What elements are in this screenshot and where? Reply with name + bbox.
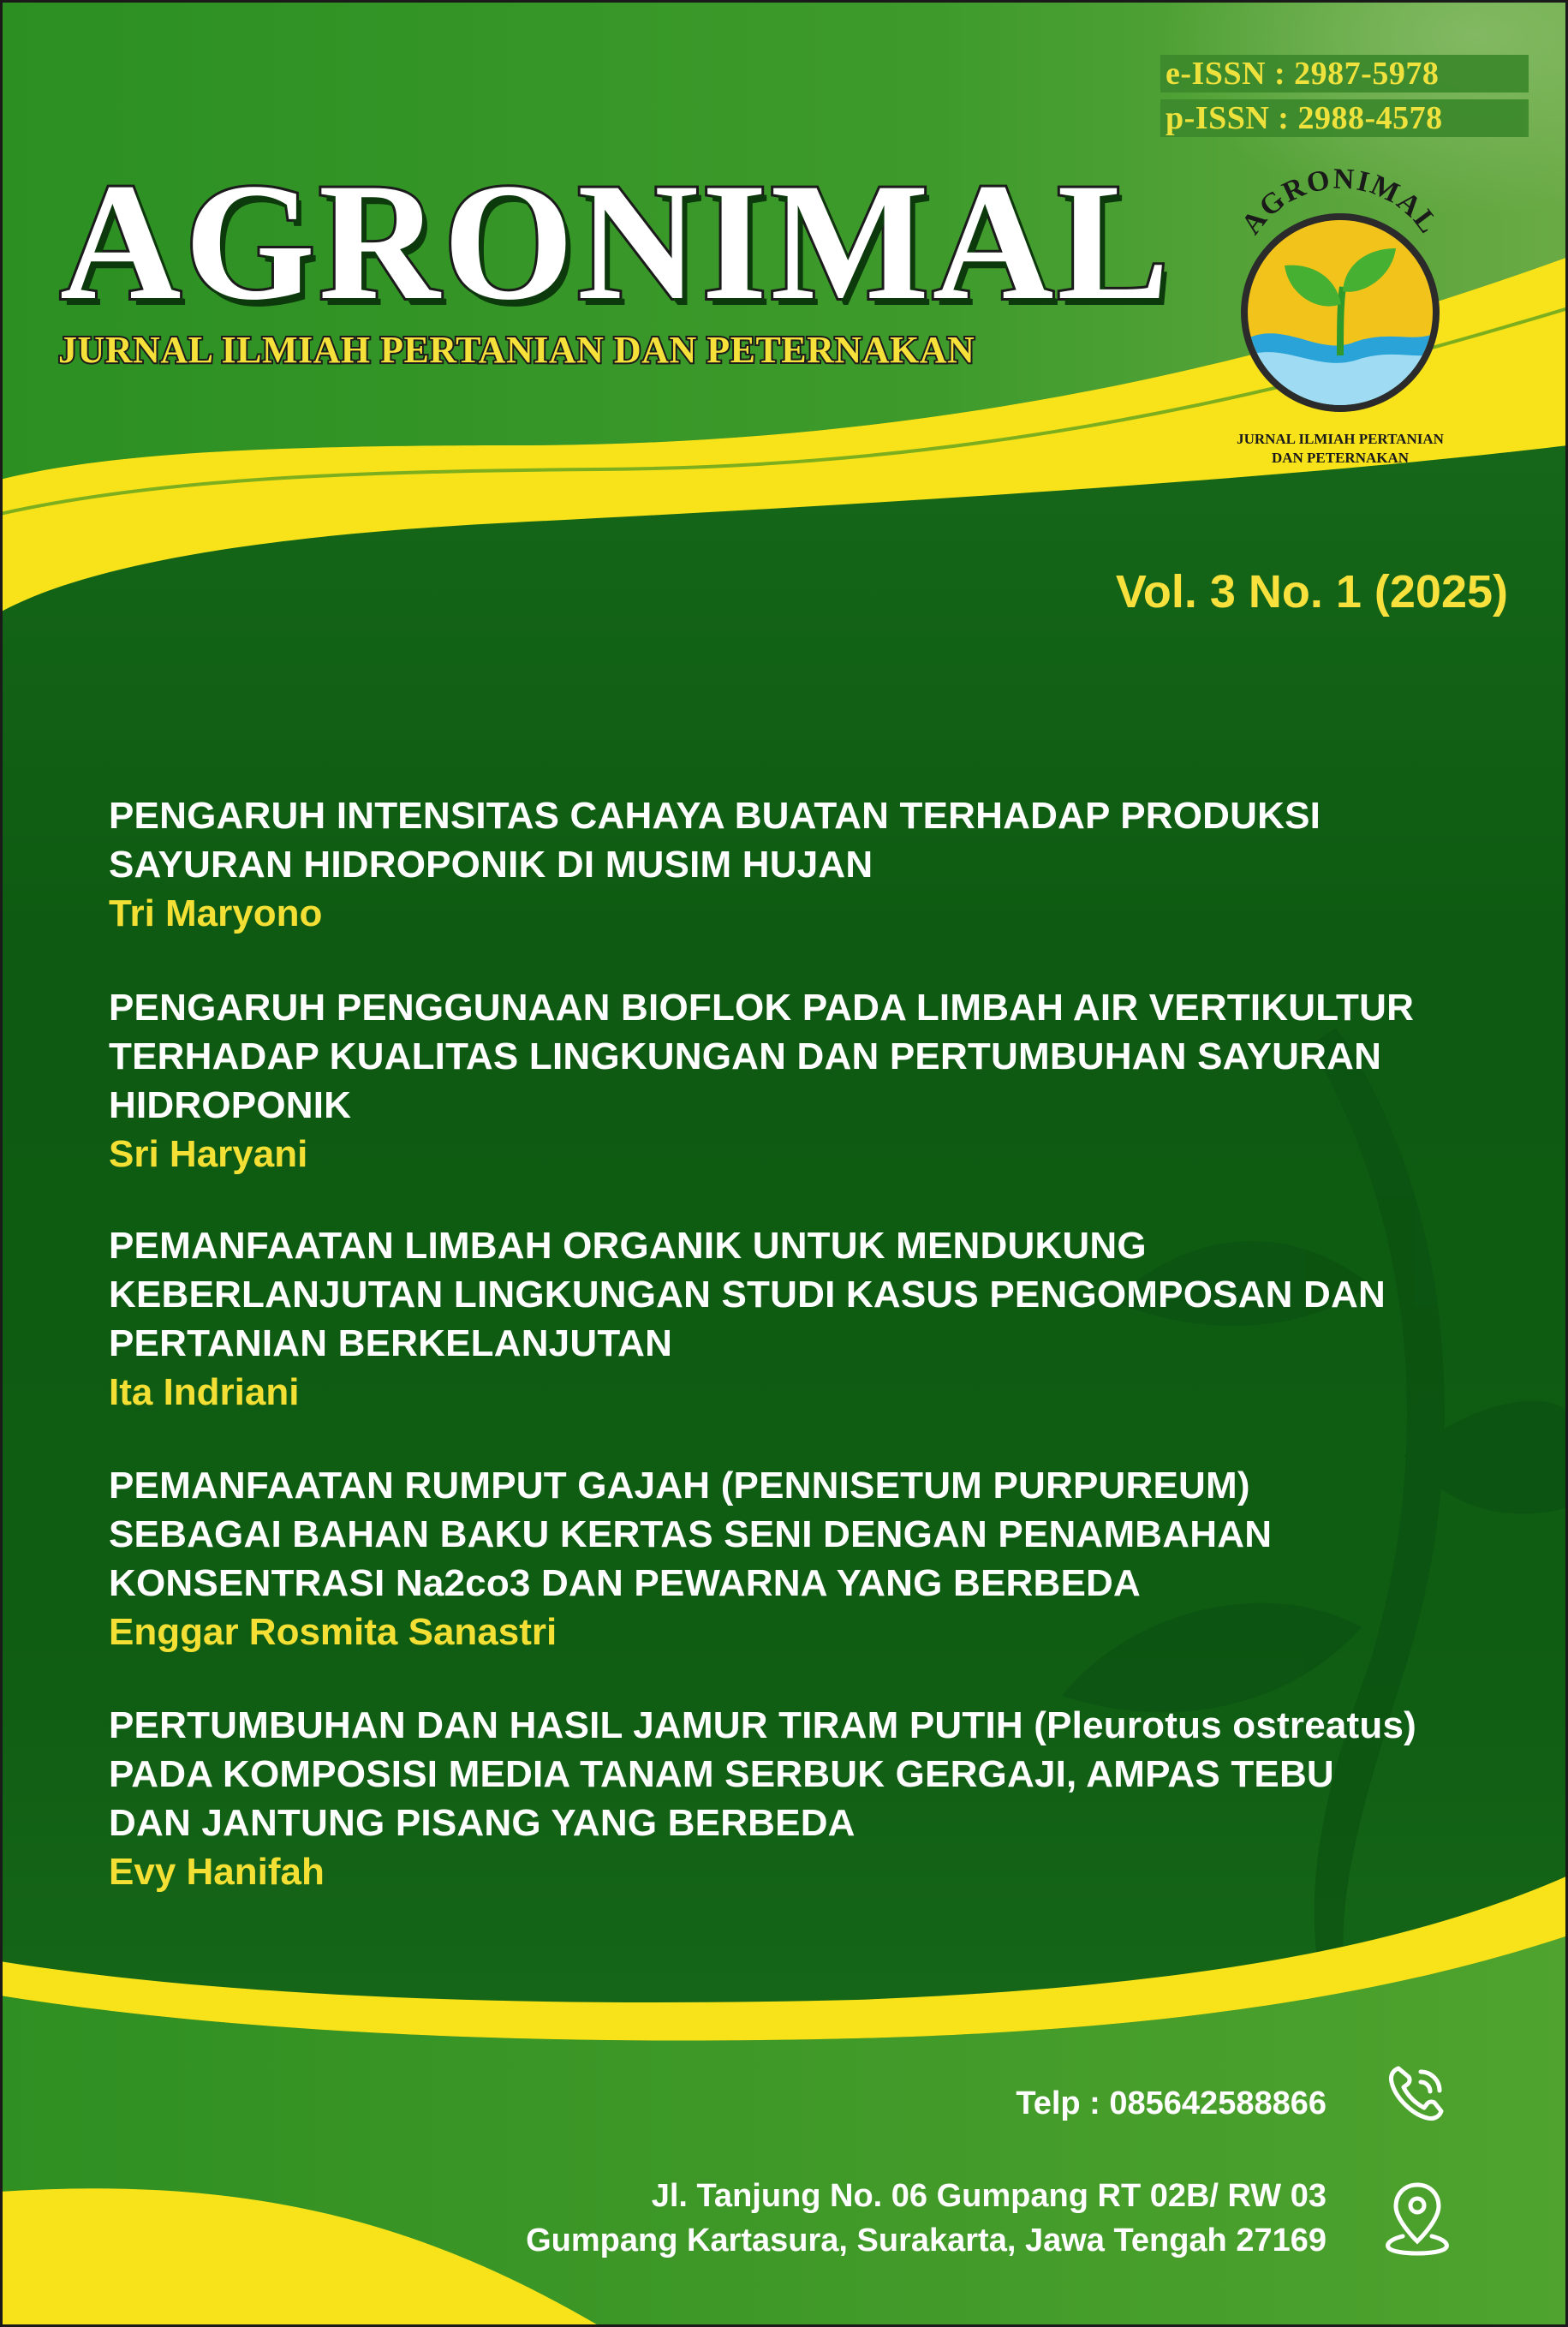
emblem-arc-text: AGRONIMAL (1235, 163, 1446, 241)
journal-subtitle: JURNAL ILMIAH PERTANIAN DAN PETERNAKAN (58, 329, 975, 371)
article-author: Enggar Rosmita Sanastri (109, 1611, 557, 1653)
article-item (109, 1461, 1479, 1656)
pissn-label: p-ISSN : 2988-4578 (1160, 99, 1529, 137)
journal-emblem (1216, 158, 1464, 475)
article-item (109, 1701, 1479, 1896)
article-author: Evy Hanifah (109, 1851, 325, 1893)
eissn-label: e-ISSN : 2987-5978 (1160, 55, 1529, 92)
emblem-caption-line1: JURNAL ILMIAH PERTANIAN (1237, 431, 1444, 447)
article-author: Ita Indriani (109, 1371, 300, 1413)
location-pin-icon (1380, 2180, 1454, 2258)
phone-ringing-icon (1383, 2060, 1452, 2128)
emblem-caption-line2: DAN PETERNAKAN (1271, 450, 1410, 466)
contact-phone: Telp : 085642588866 (1016, 2085, 1327, 2121)
journal-title: AGRONIMAL (60, 149, 1173, 335)
contact-address-line1: Jl. Tanjung No. 06 Gumpang RT 02B/ RW 03 (651, 2178, 1327, 2214)
article-title: PERTUMBUHAN DAN HASIL JAMUR TIRAM PUTIH (Pleurotus ostreatus) PADA KOMPOSISI MEDIA TANAM SERBUK GERGAJI, AMPAS TEBU DAN JANTUNG PISANG YANG BERBEDA (109, 1704, 1416, 1844)
volume-label: Vol. 3 No. 1 (2025) (1115, 566, 1508, 618)
article-item (109, 983, 1479, 1178)
article-item (109, 791, 1479, 938)
article-title: PEMANFAATAN RUMPUT GAJAH (PENNISETUM PURPUREUM) SEBAGAI BAHAN BAKU KERTAS SENI DENGAN PENAMBAHAN KONSENTRASI Na2co3 DAN PEWARNA YANG BERBEDA (109, 1465, 1273, 1604)
article-title: PENGARUH INTENSITAS CAHAYA BUATAN TERHADAP PRODUKSI SAYURAN HIDROPONIK DI MUSIM HUJAN (109, 795, 1321, 886)
article-author: Sri Haryani (109, 1133, 308, 1175)
article-title: PENGARUH PENGGUNAAN BIOFLOK PADA LIMBAH AIR VERTIKULTUR TERHADAP KUALITAS LINGKUNGAN DAN PERTUMBUHAN SAYURAN HIDROPONIK (109, 987, 1415, 1126)
contact-address-line2: Gumpang Kartasura, Surakarta, Jawa Tengah 27169 (526, 2223, 1327, 2258)
article-item (109, 1221, 1479, 1417)
article-title: PEMANFAATAN LIMBAH ORGANIK UNTUK MENDUKUNG KEBERLANJUTAN LINGKUNGAN STUDI KASUS PENGOMPOSAN DAN PERTANIAN BERKELANJUTAN (109, 1225, 1386, 1364)
article-author: Tri Maryono (109, 892, 323, 934)
